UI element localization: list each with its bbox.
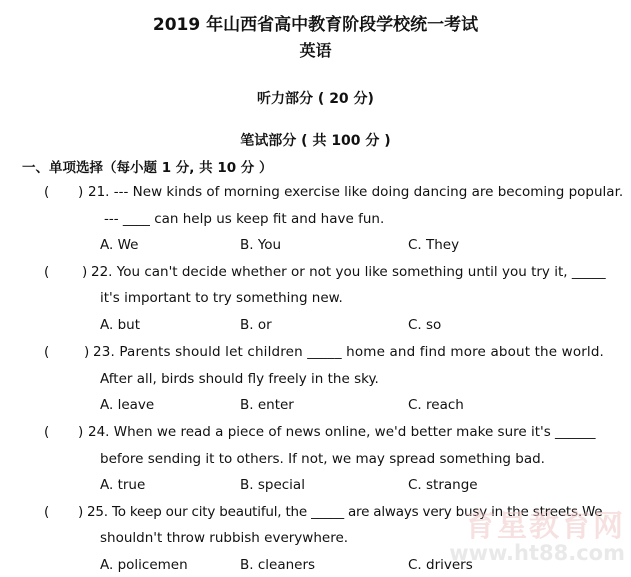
answer-paren-open: ( — [44, 344, 50, 360]
option-b: B. cleaners — [240, 557, 316, 573]
question-line: 23. Parents should let children _____ home and find more about the world. — [93, 344, 604, 360]
question-line: before sending it to others. If not, we may spread something bad. — [100, 451, 545, 467]
option-c: C. They — [408, 237, 460, 253]
answer-paren-close: ) — [78, 424, 84, 440]
answer-paren-close: ) — [78, 504, 84, 520]
subject-title: 英语 — [299, 41, 332, 60]
option-a: A. policemen — [100, 557, 188, 573]
option-a: A. We — [100, 237, 139, 253]
option-c: C. so — [408, 317, 442, 333]
question-line: After all, birds should fly freely in the sky. — [100, 371, 379, 387]
option-a: A. true — [100, 477, 146, 493]
option-c: C. reach — [408, 397, 464, 413]
question-line: 24. When we read a piece of news online, we'd better make sure it's ______ — [88, 424, 596, 440]
option-b: B. or — [240, 317, 272, 333]
question-line: 21. --- New kinds of morning exercise like doing dancing are becoming popular. — [88, 184, 624, 200]
answer-paren-close: ) — [82, 264, 88, 280]
option-a: A. leave — [100, 397, 155, 413]
watermark-logo-text: 育星教育网 — [465, 509, 625, 544]
question-line: 22. You can't decide whether or not you like something until you try it, _____ — [91, 264, 606, 280]
option-c: C. strange — [408, 477, 478, 493]
option-c: C. drivers — [408, 557, 473, 573]
question-line: shouldn't throw rubbish everywhere. — [100, 530, 349, 546]
option-a: A. but — [100, 317, 140, 333]
answer-paren-open: ( — [44, 264, 50, 280]
answer-paren-close: ) — [78, 184, 84, 200]
answer-paren-open: ( — [44, 184, 50, 200]
question-line: it's important to try something new. — [100, 290, 343, 306]
exam-title: 2019 年山西省高中教育阶段学校统一考试 — [152, 15, 479, 35]
listening-heading: 听力部分 ( 20 分) — [257, 91, 374, 107]
written-heading: 笔试部分 ( 共 100 分 ) — [240, 133, 391, 149]
answer-paren-open: ( — [44, 424, 50, 440]
option-b: B. You — [240, 237, 282, 253]
answer-paren-open: ( — [44, 504, 50, 520]
section-heading: 一、单项选择（每小题 1 分, 共 10 分 ） — [22, 160, 273, 176]
question-line: --- ____ can help us keep fit and have fun. — [104, 211, 385, 227]
watermark-url: www.ht88.com — [449, 541, 625, 565]
option-b: B. special — [240, 477, 305, 493]
answer-paren-close: ) — [84, 344, 90, 360]
question-line: 25. To keep our city beautiful, the _____ are always very busy in the streets.We — [87, 504, 603, 520]
option-b: B. enter — [240, 397, 294, 413]
